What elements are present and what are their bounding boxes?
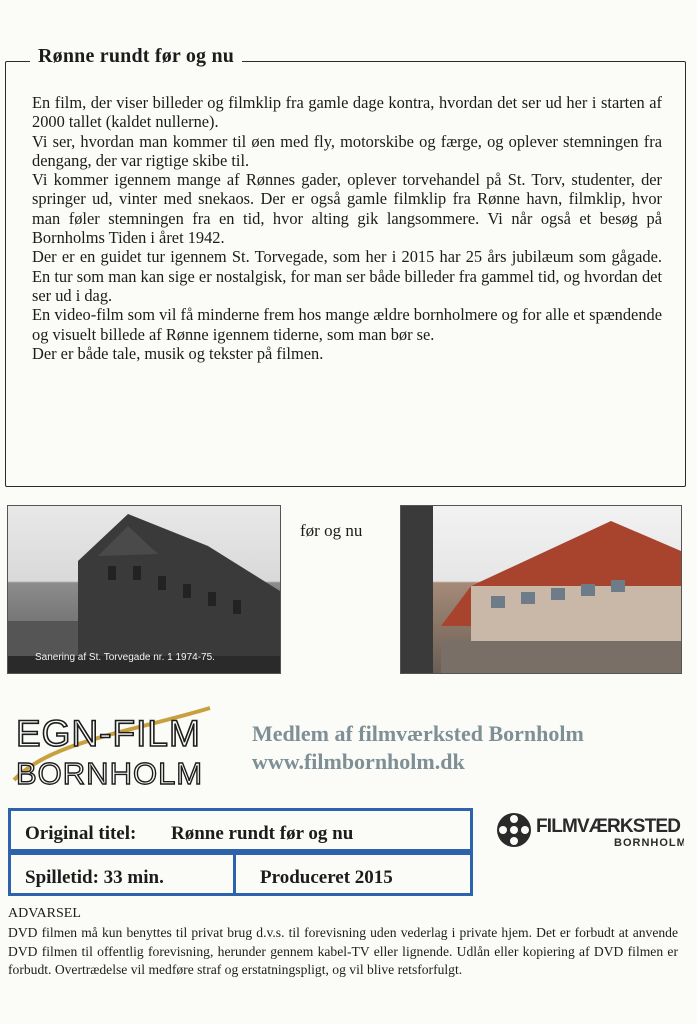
warning-heading: ADVARSEL [8,906,81,921]
new-building-illustration [401,506,681,673]
membership-text: Medlem af filmværksted Bornholm [252,721,584,746]
photo-new-street [400,505,682,674]
produced-box [233,852,473,896]
produced-value: Produceret 2015 [260,867,393,888]
membership-info [252,720,584,776]
egn-film-logo [10,702,215,790]
description-paragraph: En video-film som vil få minderne frem hos mange ældre bornholmere og for alle et spændende og visuelt billede af Rønne igennem tiderne, som man bør se. [32,305,662,344]
runtime-box [8,852,236,896]
old-building-illustration [8,506,280,673]
egn-film-logo-graphic [10,702,215,790]
description-paragraph: Vi ser, hvordan man kommer til øen med fly, motorskibe og færge, og oplever stemningen fra dengang, der var rigtige skibe til. [32,131,662,170]
description [32,93,662,363]
description-paragraph: Vi kommer igennem mange af Rønnes gader, oplever torvehandel på St. Torv, studenter, der springer ud, vinter med snekaos. Der er også gamle filmklip fra Rønne havn, filmklip, hvor man føler stemningen fra en tid, hvor alting gik langsommere. Vi når også et besøg på Bornholms Tiden i året 1942. [32,170,662,248]
runtime-value: Spilletid: 33 min. [25,867,164,888]
egn-logo-line1: EGN-FILM [16,713,201,754]
photo-caption: Sanering af St. Torvegade nr. 1 1974-75. [35,652,215,663]
egn-logo-line2: BORNHOLM [16,756,204,790]
filmvaerksted-logo [494,810,684,850]
original-title-value: Rønne rundt før og nu [171,823,354,844]
description-paragraph: Der er en guidet tur igennem St. Torvegade, som her i 2015 har 25 års jubilæum som gågade. En tur som man kan sige er nostalgisk, for man ser både billeder fra gammel tid, og hvordan det ser ud i dag. [32,247,662,305]
website-link[interactable]: www.filmbornholm.dk [252,749,465,774]
fv-logo-line1: FILMVÆRKSTED [536,816,681,837]
photo-old-street [7,505,281,674]
photo-divider-text: før og nu [300,521,363,540]
original-title-label: Original titel: [25,823,137,844]
description-paragraph: Der er både tale, musik og tekster på filmen. [32,343,324,363]
film-reel-icon [494,810,684,850]
page-title: Rønne rundt før og nu [30,45,242,68]
original-title-box [8,808,473,852]
description-paragraph: En film, der viser billeder og filmklip fra gamle dage kontra, hvordan det ser ud her i starten af 2000 tallet (kaldet nullerne). [32,93,662,132]
fv-logo-line2: BORNHOLM [614,837,684,849]
warning-text: DVD filmen må kun benyttes til privat brug d.v.s. til forevisning uden vederlag i private hjem. Det er forbudt at anvende DVD filmen til offentlig forevisning, herunder gennem kabel-TV eller lignende. Udlån eller kopiering af DVD filmen er forbudt. Overtrædelse vil medføre straf og erstatningspligt, og vil blive retsforfulgt. [8,925,678,978]
